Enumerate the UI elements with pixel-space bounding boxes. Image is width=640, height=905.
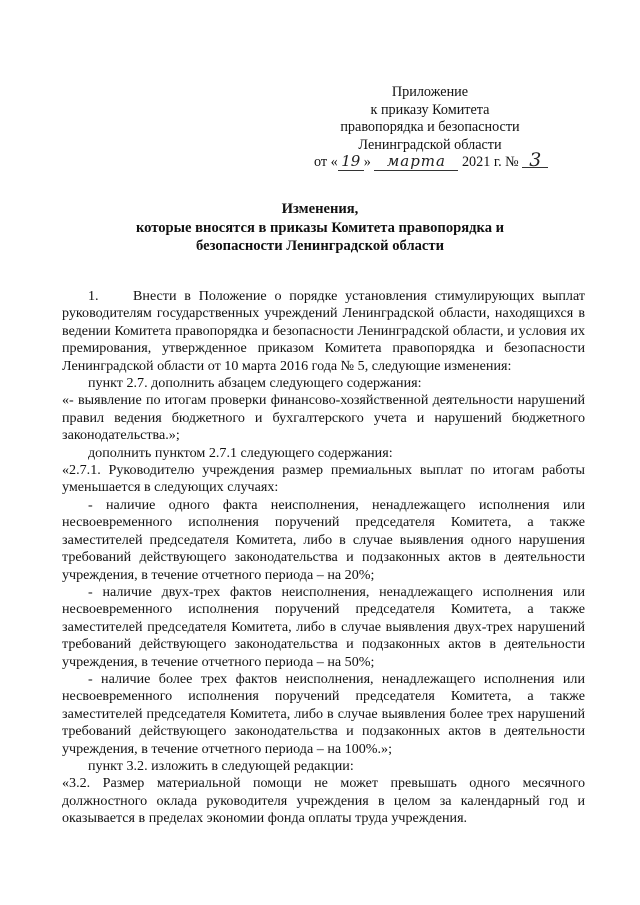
handwritten-month: марта [374, 152, 458, 171]
title-line: безопасности Ленинградской области [196, 238, 444, 254]
paragraph: - наличие одного факта неисполнения, ненадлежащего исполнения или несвоевременного исполнения поручений председателя Комитета, а также заместителей председателя Комитета, либо в случае выявления одного нарушения требований действующего законодательства и подзаконных актов в деятельности учреждения, в течение отчетного периода – на 20%; [62, 496, 585, 583]
paragraph-text: Внести в Положение о порядке установления стимулирующих выплат руководителям государственных учреждений Ленинградской области, находящихся в ведении Комитета правопорядка и безопасности Ленинградской области, и условия их премирования, утвержденное приказом Комитета правопорядка и безопасности Ленинградской области от 10 марта 2016 года № 5, следующие изменения: [62, 288, 585, 374]
document-body [62, 288, 585, 828]
paragraph: «2.7.1. Руководителю учреждения размер премиальных выплат по итогам работы уменьшается в следующих случаях: [62, 462, 585, 496]
handwritten-day: 19 [338, 152, 364, 171]
title-line: которые вносятся в приказы Комитета правопорядка и [135, 219, 505, 236]
date-year: 2021 г. № [461, 154, 519, 170]
item-number: 1. [88, 288, 99, 304]
annex-line: правопорядка и безопасности [340, 119, 520, 135]
paragraph: дополнить пунктом 2.7.1 следующего содержания: [88, 444, 393, 461]
paragraph: - наличие более трех фактов неисполнения, ненадлежащего исполнения или несвоевременного исполнения поручений председателя Комитета, а также заместителей председателя Комитета, либо в случае выявления более трех нарушений требований действующего законодательства и подзаконных актов в деятельности учреждения, в течение отчетного периода – на 100%.»; [62, 670, 585, 757]
paragraph: пункт 2.7. дополнить абзацем следующего содержания: [88, 375, 422, 392]
paragraph: «3.2. Размер материальной помощи не может превышать одного месячного должностного оклада руководителя учреждения в целом за календарный год и оказывается в пределах экономии фонда оплаты труда учреждения. [62, 775, 585, 827]
paragraph-item-1 [62, 288, 585, 375]
annex-header [300, 84, 560, 154]
paragraph: - наличие двух-трех фактов неисполнения, ненадлежащего исполнения или несвоевременного исполнения поручений председателя Комитета, а также заместителей председателя Комитета, либо в случае выявления двух-трех нарушений требований действующего законодательства и подзаконных актов в деятельности учреждения, в течение отчетного периода – на 50%; [62, 583, 585, 670]
date-mid: » [363, 154, 371, 170]
document-title [60, 200, 580, 256]
date-prefix: от « [314, 154, 338, 170]
handwritten-order-number: 3 [522, 153, 548, 168]
paragraph: пункт 3.2. изложить в следующей редакции: [88, 757, 354, 774]
annex-line: к приказу Комитета [370, 101, 490, 118]
annex-line: Ленинградской области [358, 136, 502, 153]
title-line: Изменения, [281, 201, 359, 217]
paragraph: «- выявление по итогам проверки финансово-хозяйственной деятельности нарушений правил ведения бюджетного и бухгалтерского учета и нарушений бюджетного законодательства.»; [62, 392, 585, 444]
annex-line: Приложение [391, 84, 469, 100]
order-date-line [314, 149, 548, 171]
